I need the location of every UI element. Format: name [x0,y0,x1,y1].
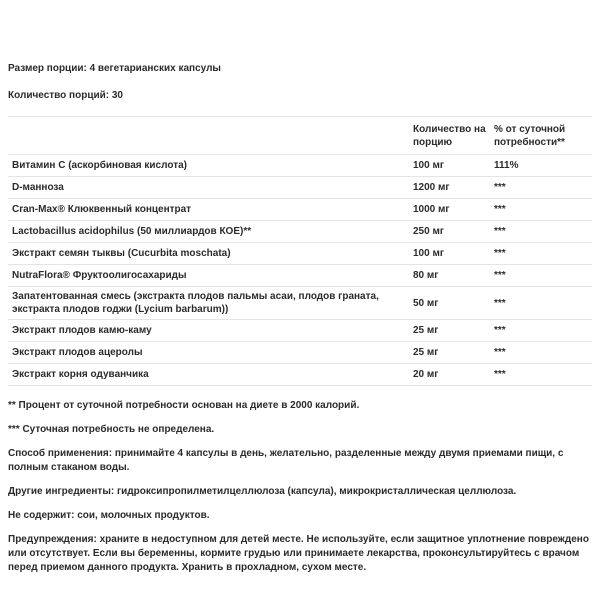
table-row [8,320,592,342]
ingredient-daily-value: *** [494,347,506,358]
ingredient-amount: 250 мг [413,226,445,237]
ingredient-daily-value: *** [494,297,506,309]
table-row [8,342,592,364]
table-row [8,243,592,265]
table-row [8,199,592,221]
ingredient-amount: 100 мг [413,160,445,171]
footnote-daily-value-basis: ** Процент от суточной потребности основан на диете в 2000 калорий. [8,400,360,411]
ingredient-daily-value: *** [494,226,506,237]
ingredient-daily-value: *** [494,270,506,281]
table-row [8,287,592,320]
suggested-use-text: Способ применения: принимайте 4 капсулы в день, желательно, разделенные между двумя приемами пищи, с полным стаканом воды. [8,448,564,473]
ingredient-amount: 1200 мг [413,182,450,193]
ingredient-name: Экстракт плодов ацеролы [12,347,143,358]
column-header-daily-value: % от суточной потребности** [494,124,566,148]
ingredient-daily-value: *** [494,325,506,336]
serving-size-line: Размер порции: 4 вегетарианских капсулы [8,63,221,74]
footnotes-section [8,399,592,575]
ingredient-name: Витамин C (аскорбиновая кислота) [12,160,187,171]
servings-count-line: Количество порций: 30 [8,90,123,101]
ingredient-daily-value: *** [494,248,506,259]
ingredient-daily-value: *** [494,182,506,193]
ingredient-name: Lactobacillus acidophilus (50 миллиардов КОЕ)** [12,226,252,237]
table-row [8,265,592,287]
column-header-amount: Количество на порцию [413,124,486,148]
ingredient-daily-value: *** [494,204,506,215]
other-ingredients-text: Другие ингредиенты: гидроксипропилметилцеллюлоза (капсула), микрокристаллическая целлюлоза. [8,486,517,497]
ingredient-name: Cran-Max® Клюквенный концентрат [12,204,192,215]
ingredient-amount: 25 мг [413,325,439,336]
ingredient-amount: 100 мг [413,248,445,259]
ingredient-amount: 1000 мг [413,204,450,215]
ingredient-amount: 80 мг [413,270,439,281]
supplement-facts-table [8,116,592,386]
ingredient-daily-value: 111% [494,160,519,171]
ingredient-amount: 20 мг [413,369,439,380]
ingredient-name: D-манноза [12,182,64,193]
ingredient-daily-value: *** [494,369,506,380]
warnings-text: Предупреждения: храните в недоступном для детей месте. Не используйте, если защитное уплотнение повреждено или отсутствует. Если вы беременны, кормите грудью или принимаете лекарства, проконсультируйтесь с врачом перед приемом данного продукта. Хранить в прохладном, сухом месте. [8,534,589,573]
ingredient-name: Запатентованная смесь (экстракта плодов пальмы асаи, плодов граната, экстракта плодов годжи (Lycium barbarum)) [12,291,379,315]
table-row [8,364,592,386]
ingredient-name: NutraFlora® Фруктоолигосахариды [12,270,187,281]
footnote-dv-not-established: *** Суточная потребность не определена. [8,424,215,435]
ingredient-amount: 50 мг [413,297,439,309]
ingredient-name: Экстракт плодов камю-каму [12,325,152,336]
ingredient-amount: 25 мг [413,347,439,358]
table-row [8,177,592,199]
table-row [8,221,592,243]
table-row [8,155,592,177]
ingredient-name: Экстракт корня одуванчика [12,369,149,380]
table-header-row [8,117,592,155]
free-of-text: Не содержит: сои, молочных продуктов. [8,510,210,521]
ingredient-name: Экстракт семян тыквы (Cucurbita moschata) [12,248,231,259]
